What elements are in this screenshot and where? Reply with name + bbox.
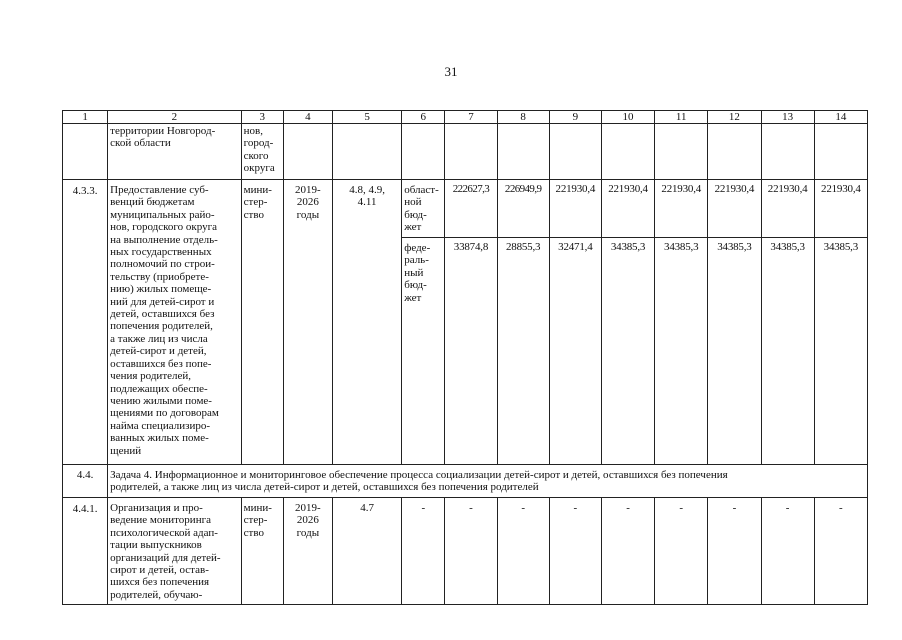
dash-cell: -: [814, 498, 867, 605]
dash-cell: -: [497, 498, 549, 605]
executor: нов, город- ского округа: [241, 124, 283, 180]
col-header: 11: [655, 111, 708, 124]
table-row-4-4-1: [63, 498, 868, 605]
value-cell: 28855,3: [497, 238, 549, 465]
table-row-4-4: [63, 465, 868, 498]
task-description: Задача 4. Информационное и мониторинговое обеспечение процесса социализации детей-сирот и детей, оставшихся без попечения родителей, а также лиц из числа детей-сирот и детей, оставшихся без попечения родителей: [108, 465, 868, 498]
table-row-continued: [63, 124, 868, 180]
activity-name: Организация и про- ведение мониторинга психологической адап- тации выпускников организаций для детей- сирот и детей, остав- шихся без попечения родителей, обучаю-: [108, 498, 241, 605]
col-header: 10: [601, 111, 654, 124]
value-cell: 221930,4: [814, 180, 867, 238]
value-cell: 34385,3: [655, 238, 708, 465]
funding-source: област- ной бюд- жет: [402, 180, 445, 238]
value-cell: 221930,4: [601, 180, 654, 238]
dash-cell: -: [445, 498, 497, 605]
dash-cell: -: [708, 498, 761, 605]
col-header: 2: [108, 111, 241, 124]
value-cell: 221930,4: [761, 180, 814, 238]
col-header: 9: [549, 111, 601, 124]
value-cell: 34385,3: [814, 238, 867, 465]
column-number-row: [63, 111, 868, 124]
activity-name: территории Новгород- ской области: [108, 124, 241, 180]
funding-source: феде- раль- ный бюд- жет: [402, 238, 445, 465]
value-cell: 33874,8: [445, 238, 497, 465]
col-header: 3: [241, 111, 283, 124]
value-cell: 34385,3: [601, 238, 654, 465]
col-header: 1: [63, 111, 108, 124]
executor: мини- стер- ство: [241, 180, 283, 465]
activity-number: 4.3.3.: [63, 180, 108, 465]
value-cell: 34385,3: [708, 238, 761, 465]
indicators: 4.7: [332, 498, 401, 605]
executor: мини- стер- ство: [241, 498, 283, 605]
value-cell: 221930,4: [655, 180, 708, 238]
page-number: 31: [444, 64, 458, 79]
value-cell: 222627,3: [445, 180, 497, 238]
dash-cell: -: [655, 498, 708, 605]
col-header: 13: [761, 111, 814, 124]
dash-cell: -: [601, 498, 654, 605]
dash-cell: -: [402, 498, 445, 605]
value-cell: 221930,4: [708, 180, 761, 238]
years: 2019- 2026 годы: [283, 180, 332, 465]
years: 2019- 2026 годы: [283, 498, 332, 605]
activity-number: 4.4.1.: [63, 498, 108, 605]
col-header: 4: [283, 111, 332, 124]
dash-cell: -: [761, 498, 814, 605]
activity-name: Предоставление суб- венций бюджетам муниципальных райо- нов, городского округа на выполнение отдель- ных государственных полномочий по строи- тельству (приобрете- нию) жилых помеще- ний для детей-сирот и детей, оставшихся без попечения родителей, а также лиц из числа детей-сирот и детей, оставшихся без попе- чения родителей, подлежащих обеспе- чению жилыми поме- щениями по договорам найма специализиро- ванных жилых поме- щений: [108, 180, 241, 465]
col-header: 12: [708, 111, 761, 124]
task-number: 4.4.: [63, 465, 108, 498]
value-cell: 221930,4: [549, 180, 601, 238]
dash-cell: -: [549, 498, 601, 605]
value-cell: 34385,3: [761, 238, 814, 465]
value-cell: 32471,4: [549, 238, 601, 465]
program-activities-table: [62, 110, 868, 605]
col-header: 14: [814, 111, 867, 124]
value-cell: 226949,9: [497, 180, 549, 238]
indicators: 4.8, 4.9, 4.11: [332, 180, 401, 465]
col-header: 7: [445, 111, 497, 124]
col-header: 6: [402, 111, 445, 124]
col-header: 8: [497, 111, 549, 124]
col-header: 5: [332, 111, 401, 124]
table-row-4-3-3: [63, 180, 868, 238]
